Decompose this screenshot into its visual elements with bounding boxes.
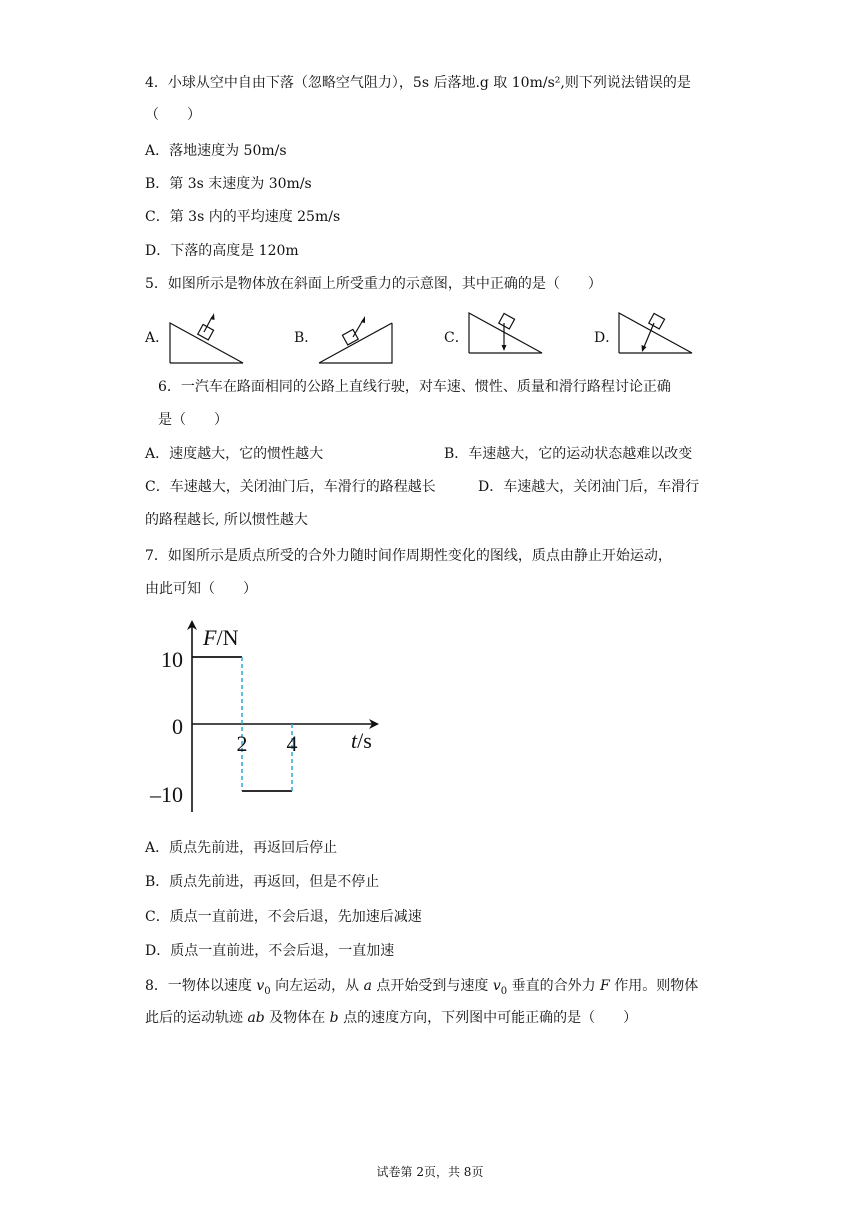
force-time-chart (145, 612, 405, 822)
q7-option-b: B．质点先前进，再返回，但是不停止 (145, 874, 380, 890)
q5-stem: 5．如图所示是物体放在斜面上所受重力的示意图，其中正确的是（ ） (145, 276, 602, 292)
q5-figure-b (317, 310, 395, 366)
y-tick-neg10: –10 (150, 782, 183, 807)
q6-option-a: A．速度越大，它的惯性越大 (145, 446, 324, 462)
x-tick-4: 4 (286, 731, 298, 756)
q4-option-a: A．落地速度为 50m/s (145, 143, 287, 159)
x-tick-2: 2 (236, 731, 248, 756)
q6-option-c: C．车速越大，关闭油门后，车滑行的路程越长 (145, 479, 436, 495)
page-footer: 试卷第 2页，共 8页 (376, 1165, 484, 1179)
q5-label-a: A． (145, 330, 170, 346)
y-axis-label: F/N (203, 625, 239, 650)
q6-option-d: D．车速越大，关闭油门后，车滑行 (478, 479, 700, 495)
q5-label-b: B． (294, 330, 319, 346)
q5-figure-a (168, 310, 246, 366)
q6-option-d-cont: 的路程越长, 所以惯性越大 (145, 512, 308, 528)
q4-stem: 4．小球从空中自由下落（忽略空气阻力），5s 后落地.g 取 10m/s²,则下列说法错误的是 (145, 75, 691, 91)
y-tick-10: 10 (161, 647, 183, 672)
q4-option-b: B．第 3s 末速度为 30m/s (145, 176, 312, 192)
q6-stem-cont: 是（ ） (158, 412, 228, 428)
q4-option-d: D．下落的高度是 120m (145, 243, 299, 259)
q5-figure-d (617, 310, 695, 366)
q4-option-c: C．第 3s 内的平均速度 25m/s (145, 209, 341, 225)
q6-stem: 6．一汽车在路面相同的公路上直线行驶，对车速、惯性、质量和滑行路程讨论正确 (158, 379, 671, 395)
q7-option-c: C．质点一直前进，不会后退，先加速后减速 (145, 909, 422, 925)
q7-option-a: A．质点先前进，再返回后停止 (145, 840, 338, 856)
q5-label-c: C． (444, 330, 469, 346)
q5-label-d: D． (594, 330, 620, 346)
x-axis-label: t/s (351, 728, 372, 753)
q8-stem-line1: 8．一物体以速度 $v_0$ 向左运动，从 a 点开始受到与速度 $v_0$ 垂直的合外力 F 作用。则物体 (145, 978, 699, 997)
q7-stem-cont: 由此可知（ ） (145, 581, 257, 597)
q8-stem-line2: 此后的运动轨迹 ab 及物体在 b 点的速度方向，下列图中可能正确的是（ ） (145, 1010, 638, 1026)
q5-figure-c (467, 310, 545, 366)
y-tick-0: 0 (172, 714, 183, 739)
q7-stem: 7．如图所示是质点所受的合外力随时间作周期性变化的图线，质点由静止开始运动， (145, 548, 672, 564)
q7-option-d: D．质点一直前进，不会后退，一直加速 (145, 943, 395, 959)
q6-option-b: B．车速越大，它的运动状态越难以改变 (444, 446, 693, 462)
q4-stem-paren: （ ） (145, 107, 201, 123)
